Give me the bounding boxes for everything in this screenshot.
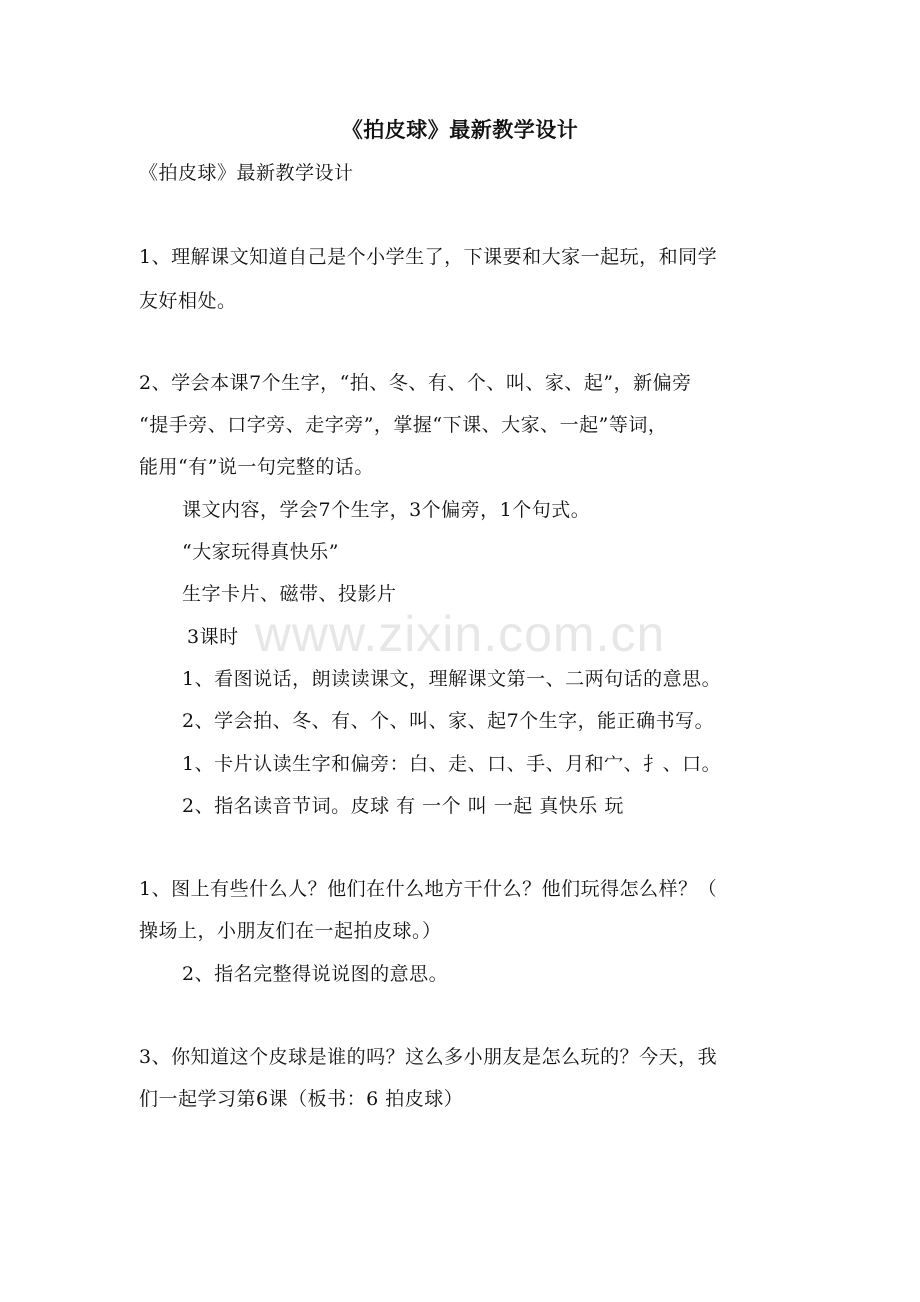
text-line: 友好相处。 bbox=[139, 290, 237, 312]
text-line: 2、学会拍、冬、有、个、叫、家、起7个生字，能正确书写。 bbox=[182, 710, 715, 732]
text-line: 1、图上有些什么人？他们在什么地方干什么？他们玩得怎么样？（ bbox=[139, 878, 718, 900]
text-line: 1、卡片认读生字和偏旁：白、走、口、手、月和宀、扌、口。 bbox=[182, 753, 722, 775]
text-line: 操场上，小朋友们在一起拍皮球。） bbox=[139, 920, 442, 942]
document-subtitle: 《拍皮球》最新教学设计 bbox=[139, 162, 354, 184]
text-line: “大家玩得真快乐” bbox=[182, 541, 339, 563]
text-line: 能用“有”说一句完整的话。 bbox=[139, 456, 374, 478]
text-line: 3课时 bbox=[187, 626, 239, 648]
text-line: 课文内容，学会7个生字，3个偏旁，1个句式。 bbox=[182, 499, 591, 521]
document-title: 《拍皮球》最新教学设计 bbox=[341, 117, 579, 142]
text-line: 2、指名完整得说说图的意思。 bbox=[182, 963, 449, 985]
text-line: “提手旁、口字旁、走字旁”，掌握“下课、大家、一起”等词， bbox=[139, 414, 668, 436]
watermark: www.zixin.com.cn bbox=[254, 606, 666, 662]
text-line: 1、理解课文知道自己是个小学生了，下课要和大家一起玩，和同学 bbox=[139, 246, 718, 268]
text-line: 2、学会本课7个生字，“拍、冬、有、个、叫、家、起”，新偏旁 bbox=[139, 372, 692, 394]
text-line: 生字卡片、磁带、投影片 bbox=[182, 583, 397, 605]
text-line: 1、看图说话，朗读读课文，理解课文第一、二两句话的意思。 bbox=[182, 668, 722, 690]
text-line: 们一起学习第6课（板书：6 拍皮球） bbox=[139, 1088, 464, 1110]
text-line: 2、指名读音节词。皮球 有 一个 叫 一起 真快乐 玩 bbox=[182, 795, 624, 817]
text-line: 3、你知道这个皮球是谁的吗？这么多小朋友是怎么玩的？今天，我 bbox=[139, 1046, 718, 1068]
